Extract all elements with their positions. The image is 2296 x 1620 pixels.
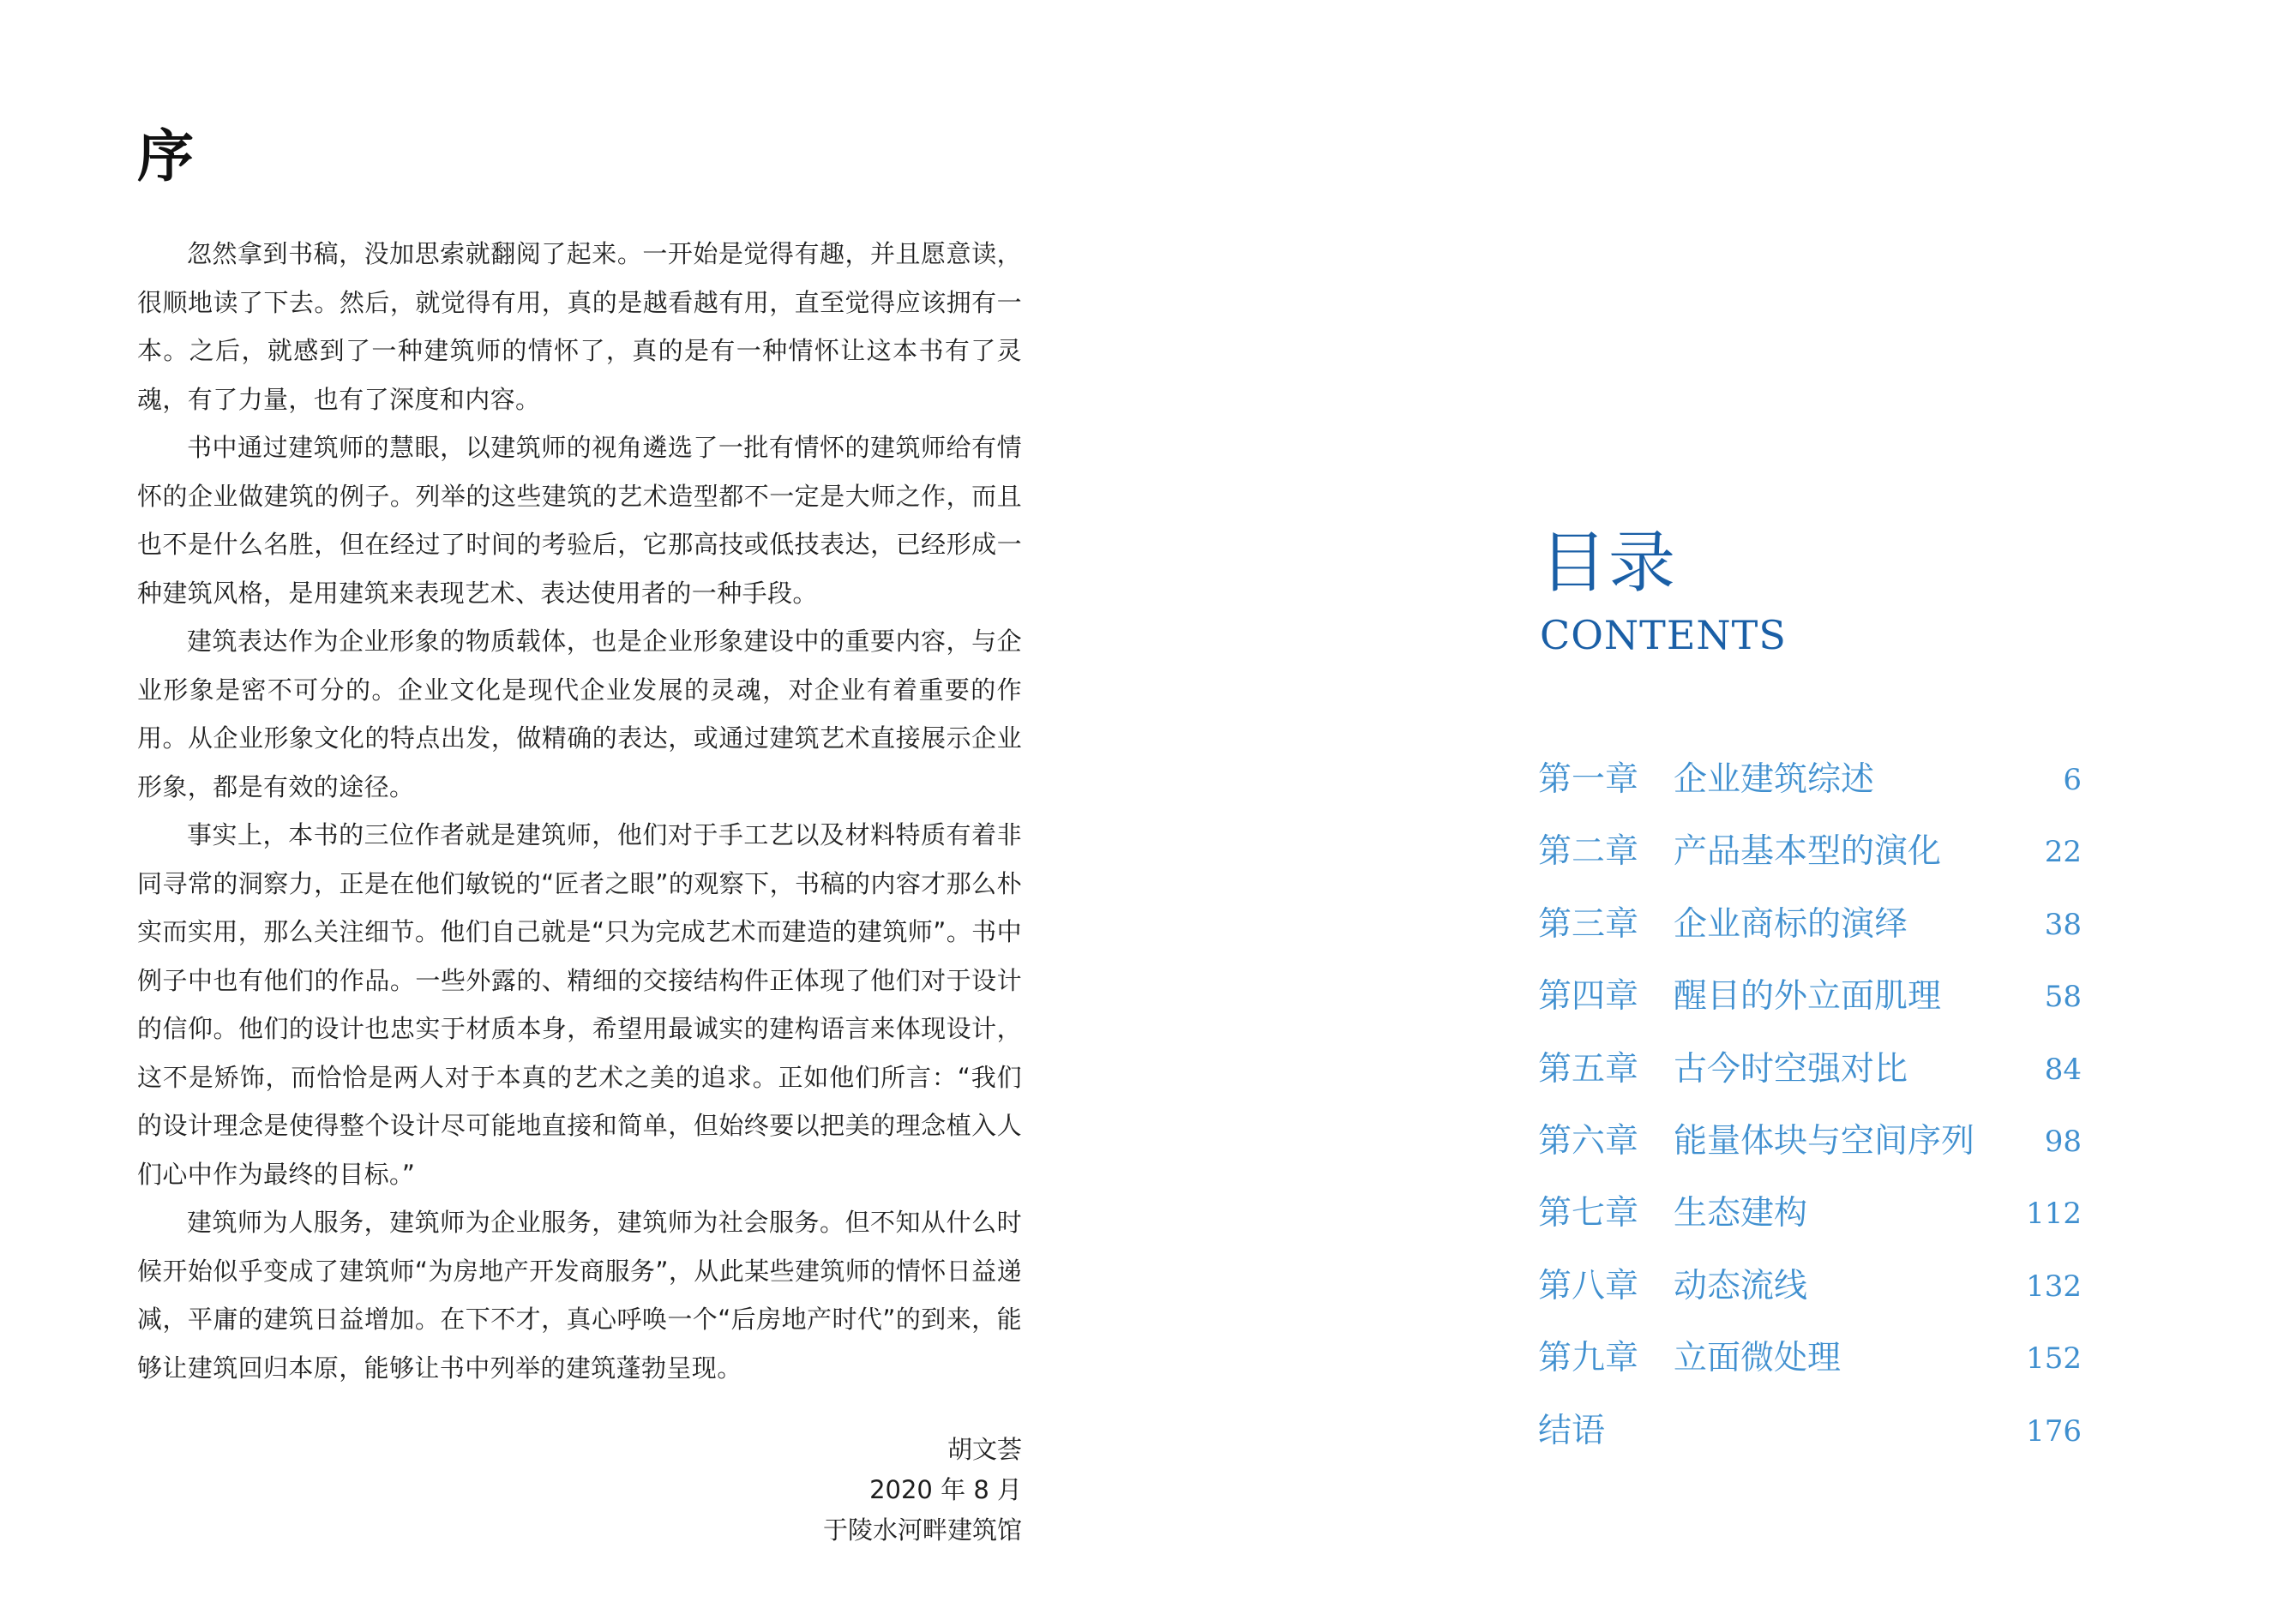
toc-page-number: 6 [2063, 763, 2082, 797]
preface-paragraph: 建筑表达作为企业形象的物质载体，也是企业形象建设中的重要内容，与企业形象是密不可分的。企业文化是现代企业发展的灵魂，对企业有着重要的作用。从企业形象文化的特点出发，做精确的表达，或通过建筑艺术直接展示企业形象，都是有效的途径。 [137, 627, 1022, 801]
toc-chapter-title: 企业商标的演绎 [1674, 904, 1908, 944]
toc-page-number: 84 [2044, 1052, 2082, 1087]
toc-chapter-title: 能量体块与空间序列 [1674, 1121, 1975, 1161]
toc-chapter-label: 第三章 [1538, 904, 1639, 944]
toc-chapter-title: 产品基本型的演化 [1674, 832, 1942, 872]
toc-chapter-title: 企业建筑综述 [1674, 760, 1875, 799]
toc-item-chapter-8[interactable] [1538, 1264, 2082, 1336]
preface-paragraph: 忽然拿到书稿，没加思索就翻阅了起来。一开始是觉得有趣，并且愿意读，很顺地读了下去。然后，就觉得有用，真的是越看越有用，直至觉得应该拥有一本。之后，就感到了一种建筑师的情怀了，真的是有一种情怀让这本书有了灵魂，有了力量，也有了深度和内容。 [137, 239, 1022, 414]
toc-chapter-label: 第五章 [1538, 1049, 1639, 1089]
toc-subheading: CONTENTS [1540, 612, 1787, 658]
toc-chapter-label: 第一章 [1538, 760, 1639, 799]
toc-page-number: 152 [2026, 1341, 2082, 1377]
toc-chapter-title: 生态建构 [1674, 1194, 1808, 1233]
toc-chapter-label: 第二章 [1538, 832, 1639, 872]
toc-item-chapter-4[interactable] [1538, 975, 2082, 1047]
preface-paragraph: 书中通过建筑师的慧眼，以建筑师的视角遴选了一批有情怀的建筑师给有情怀的企业做建筑的例子。列举的这些建筑的艺术造型都不一定是大师之作，而且也不是什么名胜，但在经过了时间的考验后，它那高技或低技表达，已经形成一种建筑风格，是用建筑来表现艺术、表达使用者的一种手段。 [137, 433, 1022, 608]
signature-author: 胡文荟 [947, 1435, 1022, 1464]
toc-chapter-title: 动态流线 [1674, 1266, 1808, 1305]
toc-page-number: 132 [2026, 1269, 2082, 1304]
toc-page-number: 38 [2044, 907, 2082, 942]
toc-page-number: 22 [2044, 835, 2082, 870]
toc-chapter-title: 立面微处理 [1674, 1339, 1842, 1378]
toc-item-chapter-5[interactable] [1538, 1047, 2082, 1119]
preface-title: 序 [137, 123, 194, 189]
toc-page-number: 112 [2026, 1197, 2082, 1232]
toc-item-conclusion[interactable] [1538, 1409, 2082, 1481]
toc-item-chapter-3[interactable] [1538, 903, 2082, 975]
toc-chapter-label: 结语 [1538, 1411, 1606, 1450]
toc-chapter-label: 第六章 [1538, 1121, 1639, 1161]
preface-paragraph: 建筑师为人服务，建筑师为企业服务，建筑师为社会服务。但不知从什么时候开始似乎变成了建筑师“为房地产开发商服务”，从此某些建筑师的情怀日益递减，平庸的建筑日益增加。在下不才，真心呼唤一个“后房地产时代”的到来，能够让建筑回归本原，能够让书中列举的建筑蓬勃呈现。 [137, 1208, 1022, 1383]
toc-item-chapter-9[interactable] [1538, 1336, 2082, 1408]
toc-item-chapter-2[interactable] [1538, 830, 2082, 902]
toc-item-chapter-7[interactable] [1538, 1191, 2082, 1263]
toc-heading: 目录 [1540, 525, 1678, 602]
toc-list [1538, 758, 2082, 1481]
preface-body [137, 230, 1022, 1392]
toc-page-number: 176 [2026, 1413, 2082, 1449]
toc-item-chapter-1[interactable] [1538, 758, 2082, 830]
signature-place: 于陵水河畔建筑馆 [822, 1515, 1022, 1545]
preface-paragraph: 事实上，本书的三位作者就是建筑师，他们对于手工艺以及材料特质有着非同寻常的洞察力，正是在他们敏锐的“匠者之眼”的观察下，书稿的内容才那么朴实而实用，那么关注细节。他们自己就是“只为完成艺术而建造的建筑师”。书中例子中也有他们的作品。一些外露的、精细的交接结构件正体现了他们对于设计的信仰。他们的设计也忠实于材质本身，希望用最诚实的建构语言来体现设计，这不是矫饰，而恰恰是两人对于本真的艺术之美的追求。正如他们所言：“我们的设计理念是使得整个设计尽可能地直接和简单，但始终要以把美的理念植入人们心中作为最终的目标。” [137, 820, 1022, 1189]
toc-chapter-title: 醒目的外立面肌理 [1674, 977, 1942, 1017]
toc-item-chapter-6[interactable] [1538, 1119, 2082, 1191]
toc-chapter-label: 第四章 [1538, 977, 1639, 1017]
toc-chapter-label: 第九章 [1538, 1339, 1639, 1378]
signature-date: 2020 年 8 月 [869, 1475, 1022, 1504]
toc-chapter-title: 古今时空强对比 [1674, 1049, 1908, 1089]
toc-page-number: 98 [2044, 1124, 2082, 1159]
toc-chapter-label: 第七章 [1538, 1194, 1639, 1233]
toc-chapter-label: 第八章 [1538, 1266, 1639, 1305]
preface-signature [823, 1430, 1022, 1551]
toc-page-number: 58 [2044, 980, 2082, 1015]
